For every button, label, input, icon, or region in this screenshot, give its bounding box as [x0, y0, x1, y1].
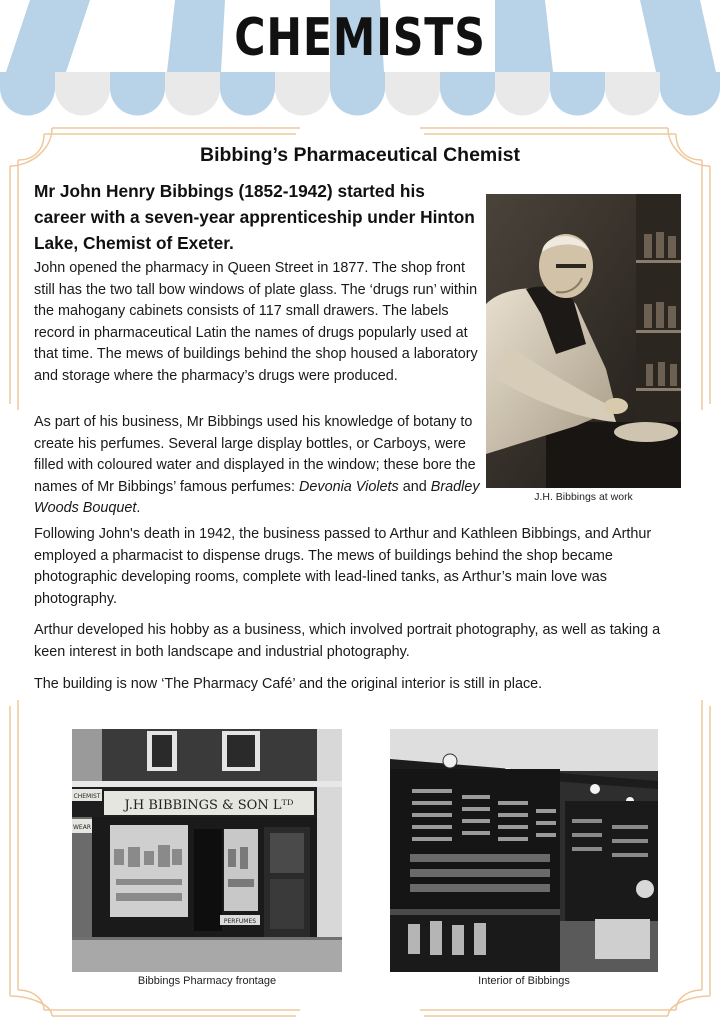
photo-frontage-illustration: [72, 729, 342, 972]
perfumes-and: and: [398, 478, 431, 495]
paragraph-arthur: Following John's death in 1942, the business passed to Arthur and Kathleen Bibbings, and Arthur employed a pharmacist to dispense drugs. The mews of buildings behind the shop became photographic developing rooms, complete with lead-lined tanks, as Arthur’s main love was photography.: [34, 526, 652, 607]
paragraph-opening: John opened the pharmacy in Queen Street in 1877. The shop front still has the two tall bow windows of plate glass. The ‘drugs run’ within the mahogany cabinets consists of 117 small drawers. The labels record in pharmaceutical Latin the names of drugs popularly used at that time. The mews of buildings behind the shop housed a laboratory and storage where the pharmacy’s drugs were produced.: [34, 260, 478, 384]
paragraph-perfumes: [34, 412, 480, 520]
frontage-left-sign: WEAR: [73, 824, 91, 831]
photo-pharmacy-interior: [390, 729, 658, 972]
perfume-devonia-violets: Devonia Violets: [299, 478, 399, 495]
frontage-sign: J.H BIBBINGS & SON Lᵀᴰ: [124, 798, 294, 813]
paragraph-cafe: The building is now ‘The Pharmacy Café’ and the original interior is still in place.: [34, 676, 543, 692]
awning-banner: [0, 0, 720, 125]
frontage-side-sign: CHEMIST: [73, 793, 101, 800]
photo-chemist-illustration: [486, 194, 681, 488]
photo-caption-frontage: Bibbings Pharmacy frontage: [137, 975, 277, 987]
photo-caption-interior: Interior of Bibbings: [478, 975, 570, 987]
perfumes-end: .: [136, 500, 141, 517]
photo-interior-illustration: [390, 729, 658, 972]
perfumes-text: As part of his business, Mr Bibbings used his knowledge of botany to create his perfumes. Several large display bottles, or Carboys, were filled with coloured water and displayed in the window; these bore the names of Mr Bibbings’ famous perfumes:: [34, 414, 476, 495]
frontage-door-sign: PERFUMES: [223, 918, 257, 925]
photo-pharmacy-frontage: [72, 729, 342, 972]
perfume-bradley-woods: Bradley Woods Bouquet: [34, 478, 480, 517]
paragraph-hobby: Arthur developed his hobby as a business, which involved portrait photography, as well as taking a keen interest in both landscape and industrial photography.: [34, 622, 661, 660]
photo-bibbings-at-work: [486, 194, 681, 488]
banner-title: CHEMISTS: [234, 8, 486, 68]
photo-caption-at-work: J.H. Bibbings at work: [534, 491, 633, 503]
article-heading: Bibbing’s Pharmaceutical Chemist: [199, 144, 521, 166]
article-lead: Mr John Henry Bibbings (1852-1942) started his career with a seven-year apprenticeship under Hinton Lake, Chemist of Exeter.: [34, 181, 475, 253]
